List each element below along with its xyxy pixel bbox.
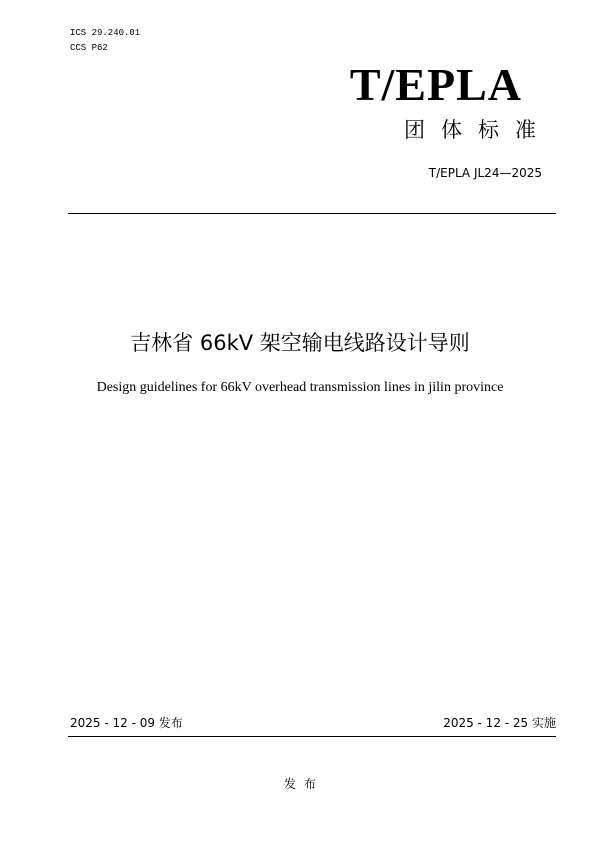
document-title-english: Design guidelines for 66kV overhead transmission lines in jilin province — [96, 380, 504, 395]
document-title-chinese: 吉林省 66kV 架空输电线路设计导则 — [130, 331, 470, 355]
publisher-label: 发布 — [283, 777, 324, 791]
bottom-divider — [68, 736, 556, 737]
standard-number: T/EPLA JL24—2025 — [428, 166, 542, 180]
standard-logo: T/EPLA — [349, 59, 522, 110]
top-divider — [68, 213, 556, 214]
implementation-date: 2025 - 12 - 25 实施 — [443, 716, 556, 730]
issue-date: 2025 - 12 - 09 发布 — [70, 716, 183, 730]
ccs-code: CCS P62 — [70, 43, 108, 53]
ics-code: ICS 29.240.01 — [70, 28, 141, 38]
standard-type: 团体标准 — [404, 118, 552, 142]
